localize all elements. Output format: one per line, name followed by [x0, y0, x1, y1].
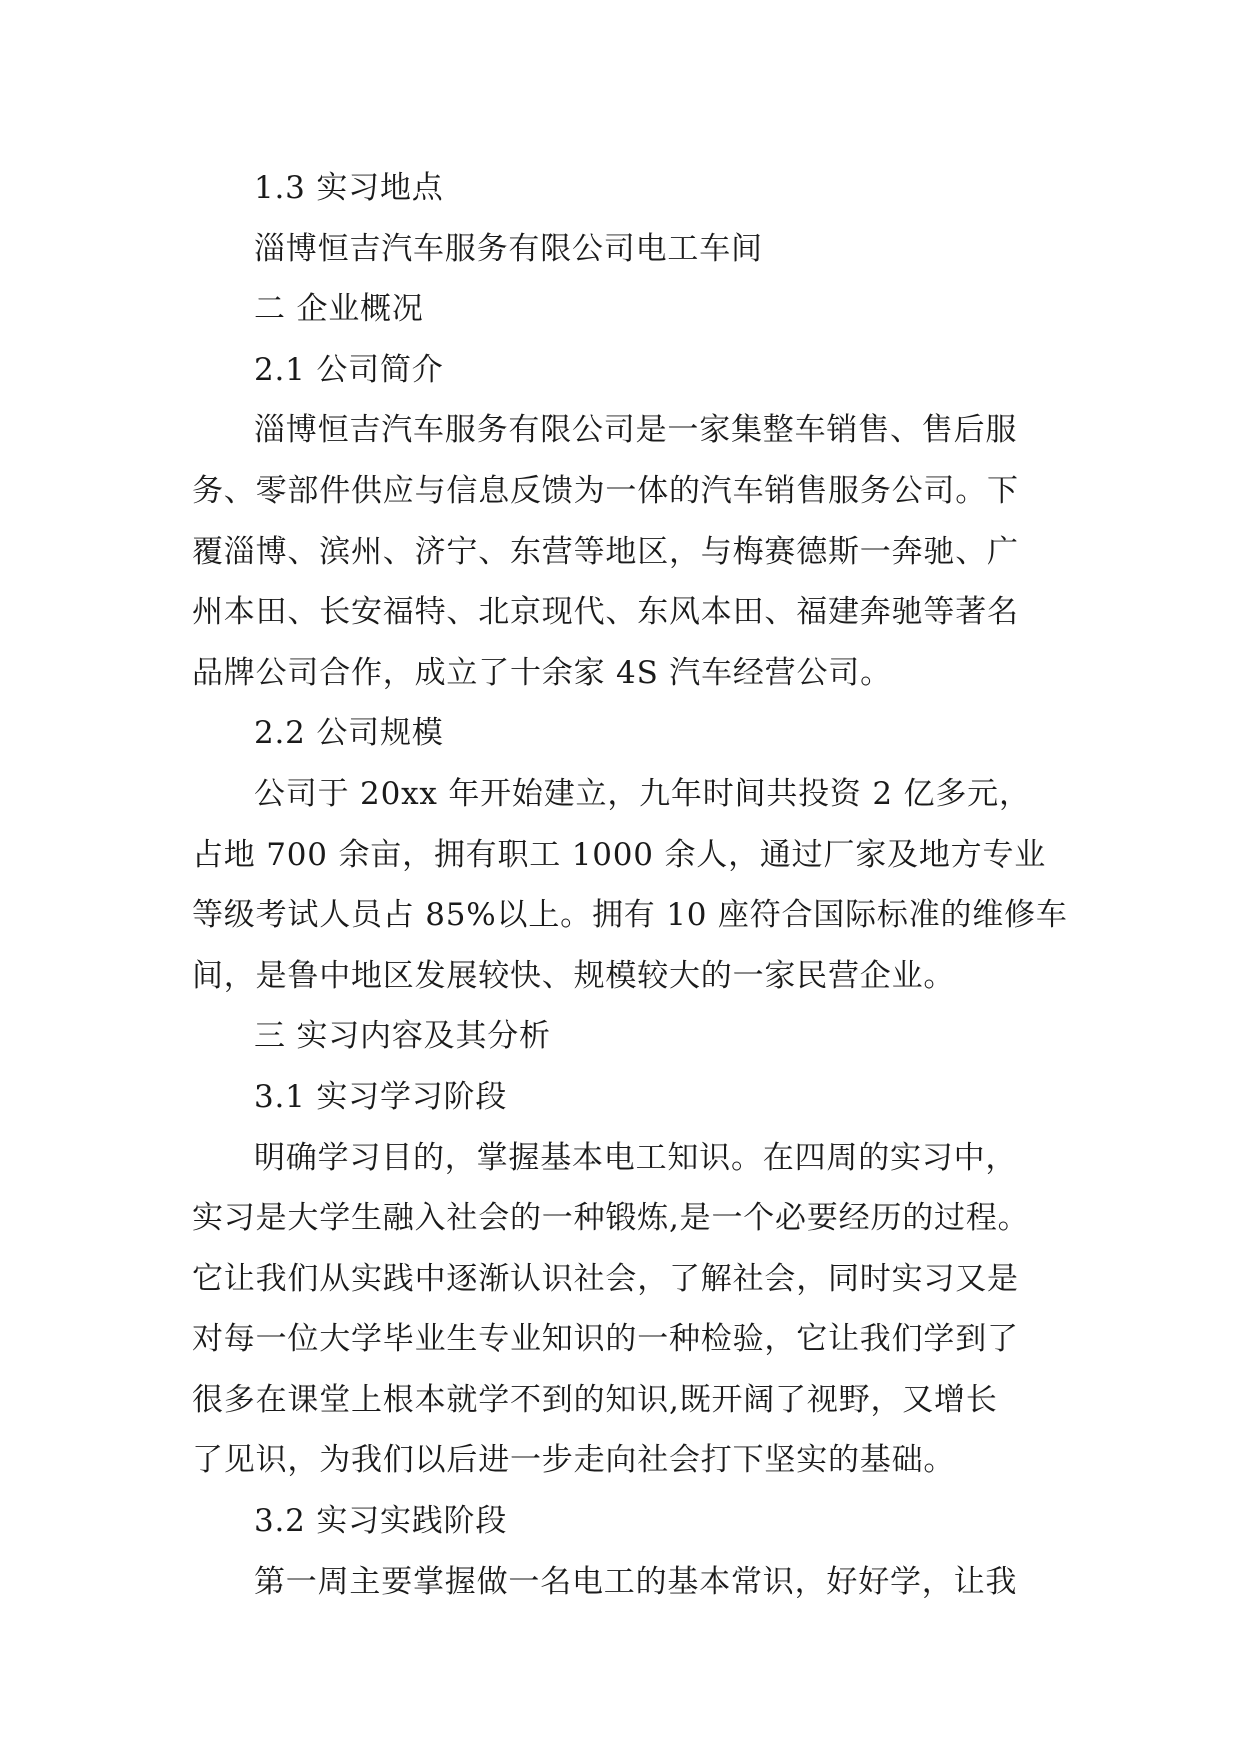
chapter-heading-3: 三 实习内容及其分析 — [254, 1018, 551, 1055]
section-heading-2-1: 2.1 公司简介 — [254, 351, 444, 388]
paragraph-line: 对每一位大学毕业生专业知识的一种检验，它让我们学到了 — [192, 1321, 1019, 1358]
chapter-heading-2: 二 企业概况 — [254, 291, 424, 328]
paragraph-line: 品牌公司合作，成立了十余家 4S 汽车经营公司。 — [192, 654, 892, 691]
paragraph-line: 等级考试人员占 85%以上。拥有 10 座符合国际标准的维修车 — [192, 897, 1068, 934]
paragraph-line: 州本田、长安福特、北京现代、东风本田、福建奔驰等著名 — [192, 594, 1019, 631]
section-heading-2-2: 2.2 公司规模 — [254, 715, 444, 752]
section-heading-3-2: 3.2 实习实践阶段 — [254, 1503, 508, 1540]
paragraph-line: 第一周主要掌握做一名电工的基本常识，好好学，让我 — [254, 1563, 1018, 1600]
paragraph-line: 了见识，为我们以后进一步走向社会打下坚实的基础。 — [192, 1442, 956, 1479]
paragraph-line: 它让我们从实践中逐渐认识社会，了解社会，同时实习又是 — [192, 1260, 1019, 1297]
paragraph-line: 公司于 20xx 年开始建立，九年时间共投资 2 亿多元， — [254, 775, 1031, 812]
paragraph-line: 明确学习目的，掌握基本电工知识。在四周的实习中， — [254, 1139, 1018, 1176]
paragraph-line: 覆淄博、滨州、济宁、东营等地区，与梅赛德斯一奔驰、广 — [192, 533, 1019, 570]
paragraph-line: 淄博恒吉汽车服务有限公司是一家集整车销售、售后服 — [254, 412, 1018, 449]
paragraph-line: 间，是鲁中地区发展较快、规模较大的一家民营企业。 — [192, 957, 956, 994]
paragraph-line: 淄博恒吉汽车服务有限公司电工车间 — [254, 230, 763, 267]
paragraph-line: 实习是大学生融入社会的一种锻炼,是一个必要经历的过程。 — [192, 1200, 1030, 1237]
paragraph-line: 务、零部件供应与信息反馈为一体的汽车销售服务公司。下 — [192, 472, 1019, 509]
paragraph-line: 很多在课堂上根本就学不到的知识,既开阔了视野，又增长 — [192, 1381, 998, 1418]
section-heading-3-1: 3.1 实习学习阶段 — [254, 1078, 508, 1115]
document-body — [192, 158, 1072, 1612]
section-heading-1-3: 1.3 实习地点 — [254, 170, 444, 206]
paragraph-line: 占地 700 余亩，拥有职工 1000 余人，通过厂家及地方专业 — [192, 836, 1047, 873]
